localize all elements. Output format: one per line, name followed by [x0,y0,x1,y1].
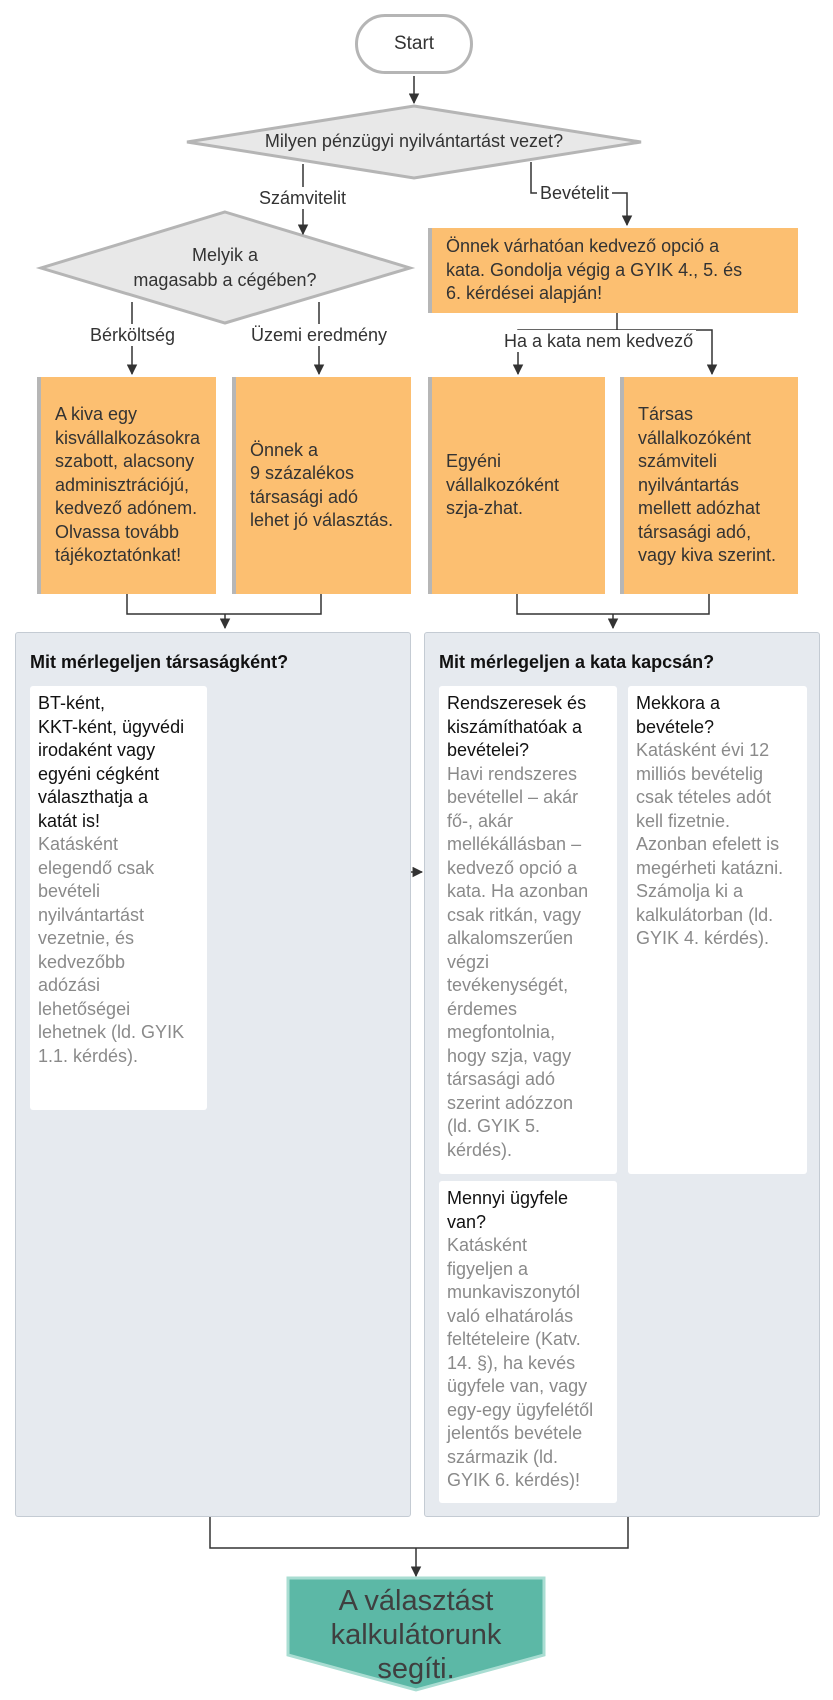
card-mennyi-ugyfel-answer: Katásként figyeljen a munkaviszonytól való elhatárolás feltételeire (Katv. 14. §), ha kevés ügyfele van, vagy egy-egy ügyfelétől jelentős bevétele származik (ld. GYIK 6. kérdés)! [447,1235,594,1490]
card-rendszeresek-question: Rendszeresek és kiszámíthatóak a bevételei? [447,693,587,760]
tarsas-vallalkozo-box: Társas vállalkozóként számviteli nyilvántartás mellett adózhat társasági adó, vagy kiva szerint. [620,377,798,594]
card-rendszeresek-answer: Havi rendszeres bevétellel – akár fő-, akár mellékállásban – kedvező opció a kata. Ha azonban csak ritkán, vagy alkalomszerűen végzi tevékenységét, érdemes megfontolnia, hogy szja, vagy társasági adó szerint adózzon (ld. GYIK 5. kérdés). [447,763,589,1160]
kata-favorable-box: Önnek várhatóan kedvező opció a kata. Gondolja végig a GYIK 4., 5. és 6. kérdései alapján! [428,228,798,313]
tarsasagi-ado-box: Önnek a 9 százalékos társasági adó lehet jó választás. [232,377,411,594]
card-mekkora-bevetel [628,686,807,1174]
edge-label-uzemi: Üzemi eredmény [248,324,390,346]
decision-main-text: Milyen pénzügyi nyilvántartást vezet? [264,131,564,151]
card-mennyi-ugyfel-question: Mennyi ügyfele van? [447,1188,569,1232]
connector-merge-left [127,594,321,614]
final-node [288,1578,544,1690]
kiva-box: A kiva egy kisvállalkozásokra szabott, alacsony adminisztrációjú, kedvező adónem. Olvassa tovább tájékoztatónkat! [37,377,216,594]
card-bt-kkt [30,686,207,1110]
edge-label-kata-nem: Ha a kata nem kedvező [501,330,696,352]
card-mennyi-ugyfel [439,1181,617,1503]
card-mekkora-bevetel-question: Mekkora a bevétele? [636,693,721,737]
final-label: A választást kalkulátorunk segíti. [330,1585,502,1685]
card-rendszeresek [439,686,617,1174]
connector-merge-right [517,594,709,614]
edge-label-berkoltseg: Bérköltség [87,324,178,346]
edge-label-bevetelit: Bevételit [537,182,612,204]
panel-kata-kapcsan [424,632,820,1517]
egyeni-vallalkozo-box: Egyéni vállalkozóként szja-zhat. [428,377,605,594]
card-bt-kkt-answer: Katásként elegendő csak bevételi nyilvántartást vezetnie, és kedvezőbb adózási lehetőségei lehetnek (ld. GYIK 1.1. kérdés). [38,834,185,1066]
card-mekkora-bevetel-answer: Katásként évi 12 milliós bevételig csak tételes adót kell fizetnie. Azonban efelett is megérheti katázni. Számolja ki a kalkulátorban (ld. GYIK 4. kérdés). [636,740,784,948]
panel-tarsasagkent-title: Mit mérlegeljen társaságként? [30,652,289,672]
card-bt-kkt-question: BT-ként, KKT-ként, ügyvédi irodaként vagy egyéni cégként választhatja a katát is! [38,693,185,831]
start-node [355,14,473,74]
start-label: Start [393,33,435,54]
edge-label-szamvitelit: Számvitelit [256,187,349,209]
panel-tarsasagkent [15,632,411,1517]
panel-kata-kapcsan-title: Mit mérlegeljen a kata kapcsán? [439,652,715,672]
connector-merge-bottom [210,1517,628,1548]
decision-melyik-text: Melyik a magasabb a cégében? [133,245,317,290]
